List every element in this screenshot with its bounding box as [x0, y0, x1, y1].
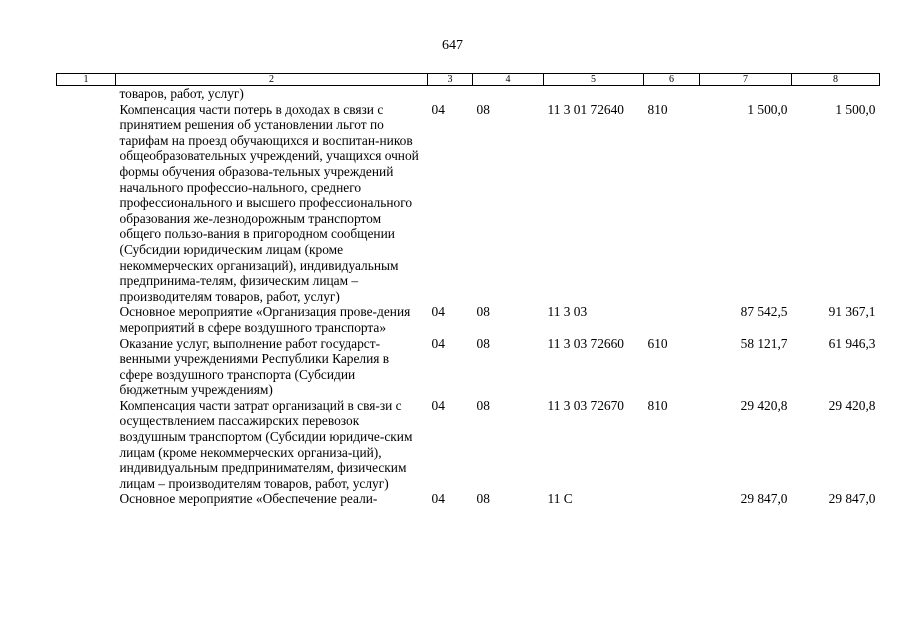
table-row	[57, 304, 880, 335]
row-section: 04	[431, 101, 445, 117]
row-target-article: 11 3 01 72640	[547, 101, 624, 117]
row-name: Основное мероприятие «Организация прове-дения мероприятий в сфере воздушного транспорта»	[119, 304, 411, 335]
row-name: товаров, работ, услуг)	[119, 86, 244, 101]
page-number: 647	[442, 38, 463, 53]
row-target-article	[544, 86, 644, 102]
row-amount-1: 58 121,7	[740, 335, 788, 351]
row-amount-2: 1 500,0	[835, 101, 876, 117]
row-section: 04	[431, 335, 445, 351]
row-amount-1: 29 847,0	[740, 491, 788, 507]
row-expense-type: 810	[647, 397, 668, 413]
row-amount-2: 91 367,1	[828, 304, 876, 320]
col-header-1: 1	[57, 74, 116, 86]
row-amount-2: 61 946,3	[828, 335, 876, 351]
table-row	[57, 86, 880, 102]
table-header	[57, 74, 880, 86]
row-name: Компенсация части потерь в доходах в связи с принятием решения об установлении льгот по тарифам на проезд обучающихся и воспитан-ников общеобразовательных учреждений, учащихся очной формы обучения образова-тельных учреждений начального профессио-нального, среднего профессионального и высшего профессионального образования же-лезнодорожным транспортом общего пользо-вания в пригородном сообщении (Субсидии юридическим лицам (кроме некоммерческих организаций), индивидуальным предпринима-телям, физическим лицам – производителям товаров, работ, услуг)	[119, 101, 419, 304]
col-header-5: 5	[544, 74, 644, 86]
col-header-3: 3	[428, 74, 473, 86]
row-amount-2: 29 847,0	[828, 491, 876, 507]
row-expense-type	[644, 304, 700, 335]
col-header-6: 6	[644, 74, 700, 86]
row-amount-1: 1 500,0	[747, 101, 788, 117]
row-target-article: 11 3 03 72660	[547, 335, 624, 351]
row-subsection	[473, 86, 544, 102]
row-subsection: 08	[476, 304, 490, 320]
row-subsection: 08	[476, 491, 490, 507]
row-expense-type: 610	[647, 335, 668, 351]
row-subsection: 08	[476, 101, 490, 117]
row-amount-2: 29 420,8	[828, 397, 876, 413]
table-row	[57, 398, 880, 492]
row-amount-1: 87 542,5	[740, 304, 788, 320]
row-expense-type: 810	[647, 101, 668, 117]
row-section: 04	[431, 491, 445, 507]
row-subsection: 08	[476, 397, 490, 413]
table-row	[57, 491, 880, 507]
table-row	[57, 336, 880, 398]
row-section: 04	[431, 304, 445, 320]
col-header-7: 7	[700, 74, 792, 86]
row-name: Основное мероприятие «Обеспечение реали-	[119, 491, 378, 507]
col-header-4: 4	[473, 74, 544, 86]
row-section: 04	[431, 397, 445, 413]
row-target-article: 11 С	[547, 491, 573, 507]
row-amount-1	[700, 86, 792, 102]
col-header-8: 8	[792, 74, 880, 86]
row-expense-type	[644, 491, 700, 507]
row-target-article: 11 3 03 72670	[547, 397, 624, 413]
row-section	[428, 86, 473, 102]
table-row	[57, 102, 880, 305]
row-name: Оказание услуг, выполнение работ государст-венными учреждениями Республики Карелия в сфере воздушного транспорта (Субсидии бюджетным учреждениям)	[119, 335, 390, 398]
row-expense-type	[644, 86, 700, 102]
row-subsection: 08	[476, 335, 490, 351]
col-header-2: 2	[116, 74, 428, 86]
row-name: Компенсация части затрат организаций в свя-зи с осуществлением пассажирских перевозок воздушным транспортом (Субсидии юридиче-ским лицам (кроме некоммерческих организа-ций), индивидуальным предпринимателям, физическим лицам – производителям товаров, работ, услуг)	[119, 397, 413, 491]
row-amount-1: 29 420,8	[740, 397, 788, 413]
row-amount-2	[792, 86, 880, 102]
row-target-article: 11 3 03	[547, 304, 588, 320]
budget-table	[56, 73, 880, 507]
